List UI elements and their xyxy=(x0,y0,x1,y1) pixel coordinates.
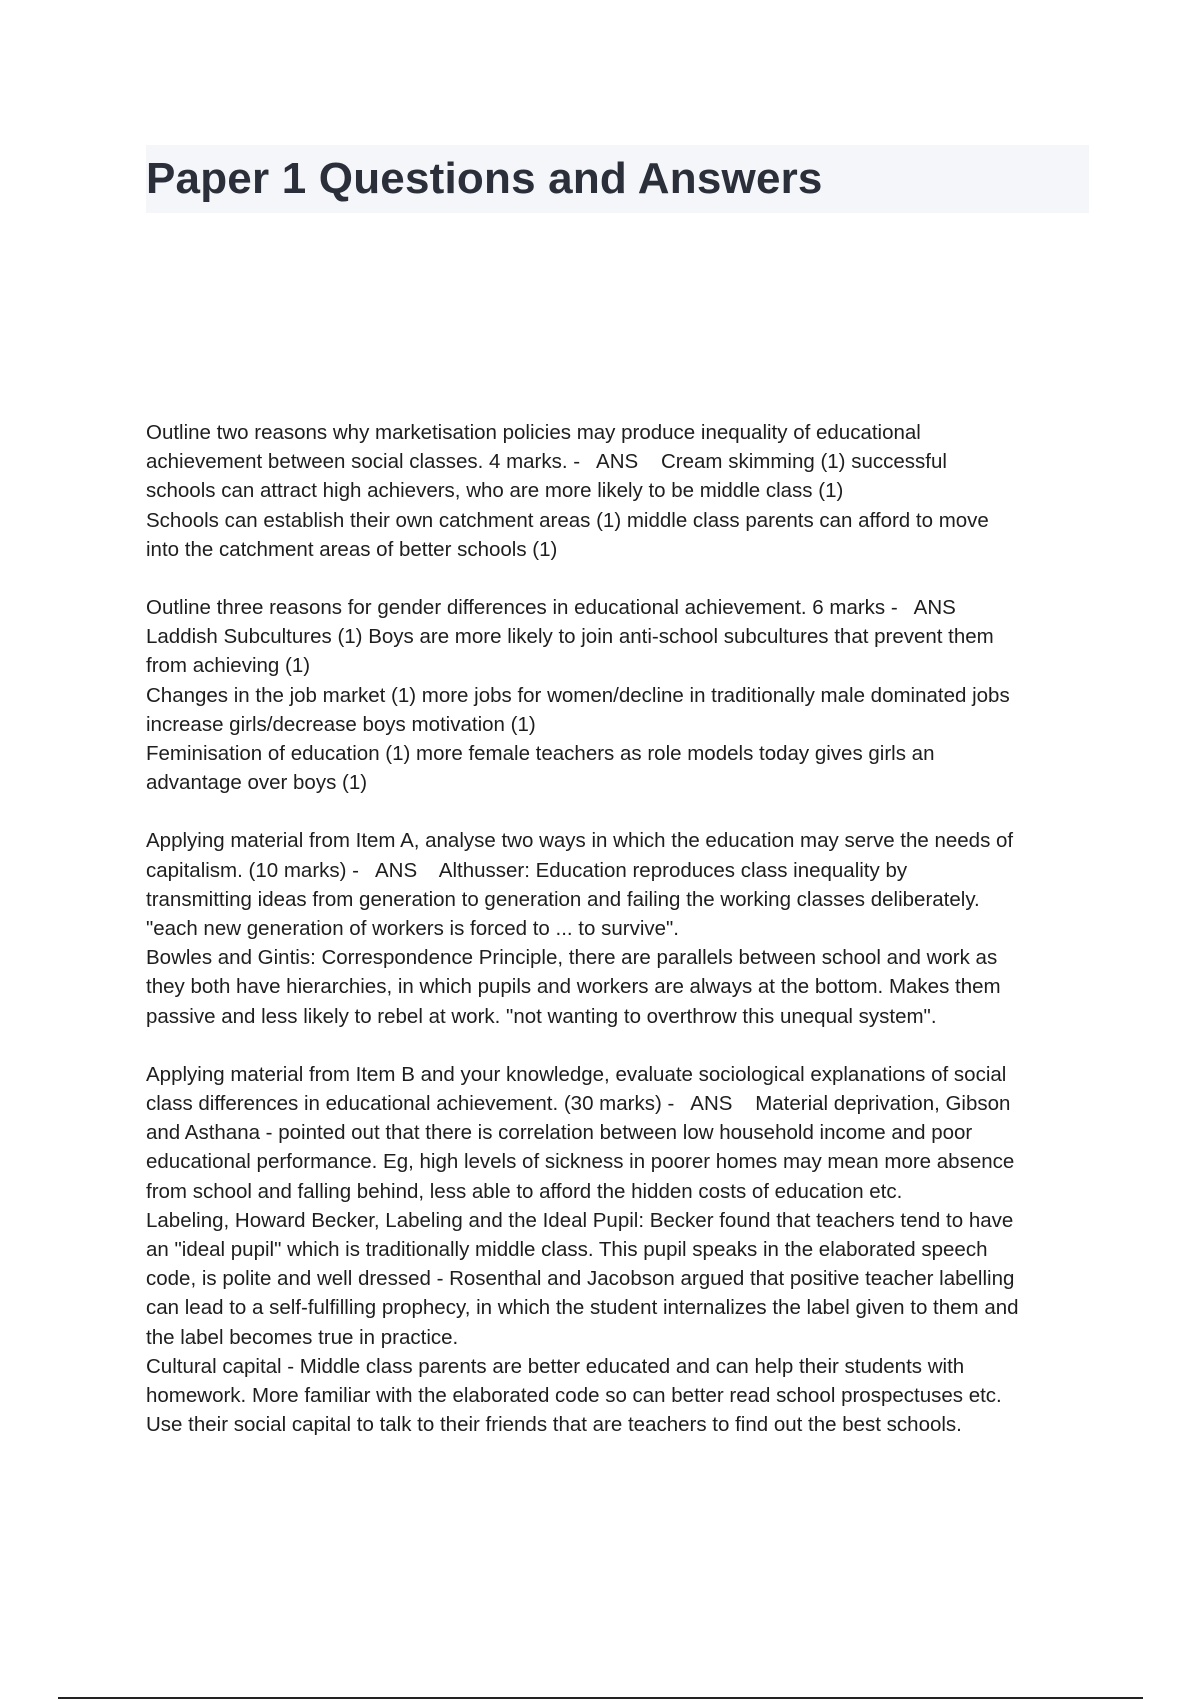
text-line: Outline three reasons for gender differences in educational achievement. 6 marks - ANS xyxy=(146,596,956,620)
text-line: capitalism. (10 marks) - ANS Althusser: Education reproduces class inequality by xyxy=(146,858,908,882)
text-line: Outline two reasons why marketisation policies may produce inequality of educational xyxy=(146,421,921,444)
text-line: transmitting ideas from generation to generation and failing the working classes deliberately. xyxy=(146,887,980,911)
text-line: homework. More familiar with the elaborated code so can better read school prospectuses etc. xyxy=(146,1384,1002,1408)
text-line: Labeling, Howard Becker, Labeling and the Ideal Pupil: Becker found that teachers tend to have xyxy=(146,1208,1014,1232)
text-line: and Asthana - pointed out that there is correlation between low household income and poor xyxy=(146,1121,973,1145)
text-line: increase girls/decrease boys motivation (1) xyxy=(146,712,536,736)
text-line: from school and falling behind, less able to afford the hidden costs of education etc. xyxy=(146,1179,903,1203)
text-line: "each new generation of workers is forced to ... to survive". xyxy=(146,917,679,941)
text-line: advantage over boys (1) xyxy=(146,771,368,795)
qa-block-capitalism xyxy=(146,826,1096,1030)
document-body xyxy=(146,418,1096,1469)
text-line: an "ideal pupil" which is traditionally middle class. This pupil speaks in the elaborated speech xyxy=(146,1238,988,1262)
qa-block-social-class xyxy=(146,1060,1096,1440)
text-line: Applying material from Item B and your knowledge, evaluate sociological explanations of social xyxy=(146,1062,1007,1086)
text-line: schools can attract high achievers, who are more likely to be middle class (1) xyxy=(146,479,844,503)
text-line: educational performance. Eg, high levels of sickness in poorer homes may mean more absence xyxy=(146,1150,1015,1174)
qa-block-gender xyxy=(146,593,1096,797)
qa-block-marketisation xyxy=(146,418,1096,564)
text-line: code, is polite and well dressed - Rosenthal and Jacobson argued that positive teacher labelling xyxy=(146,1267,1015,1291)
text-line: the label becomes true in practice. xyxy=(146,1325,459,1349)
text-line: achievement between social classes. 4 marks. - ANS Cream skimming (1) successful xyxy=(146,450,947,474)
text-line: Applying material from Item A, analyse two ways in which the education may serve the needs of xyxy=(146,829,1014,853)
text-line: they both have hierarchies, in which pupils and workers are always at the bottom. Makes them xyxy=(146,975,1001,999)
text-line: Schools can establish their own catchment areas (1) middle class parents can afford to move xyxy=(146,508,989,532)
title-banner xyxy=(146,145,1089,213)
text-line: Laddish Subcultures (1) Boys are more likely to join anti-school subcultures that prevent them xyxy=(146,625,994,649)
text-line: from achieving (1) xyxy=(146,654,311,678)
text-line: Changes in the job market (1) more jobs for women/decline in traditionally male dominated jobs xyxy=(146,683,1010,707)
text-line: passive and less likely to rebel at work. "not wanting to overthrow this unequal system". xyxy=(146,1004,937,1028)
text-line: Feminisation of education (1) more female teachers as role models today gives girls an xyxy=(146,742,935,766)
footer-divider xyxy=(58,1697,1143,1699)
text-line: Use their social capital to talk to their friends that are teachers to find out the best schools. xyxy=(146,1413,962,1437)
text-line: into the catchment areas of better schools (1) xyxy=(146,537,558,561)
text-line: can lead to a self-fulfilling prophecy, in which the student internalizes the label given to them and xyxy=(146,1296,1019,1320)
page-title: Paper 1 Questions and Answers xyxy=(146,154,823,203)
text-line: Bowles and Gintis: Correspondence Principle, there are parallels between school and work as xyxy=(146,946,998,970)
text-line: class differences in educational achievement. (30 marks) - ANS Material deprivation, Gibson xyxy=(146,1092,1011,1116)
text-line: Cultural capital - Middle class parents are better educated and can help their students with xyxy=(146,1354,965,1378)
